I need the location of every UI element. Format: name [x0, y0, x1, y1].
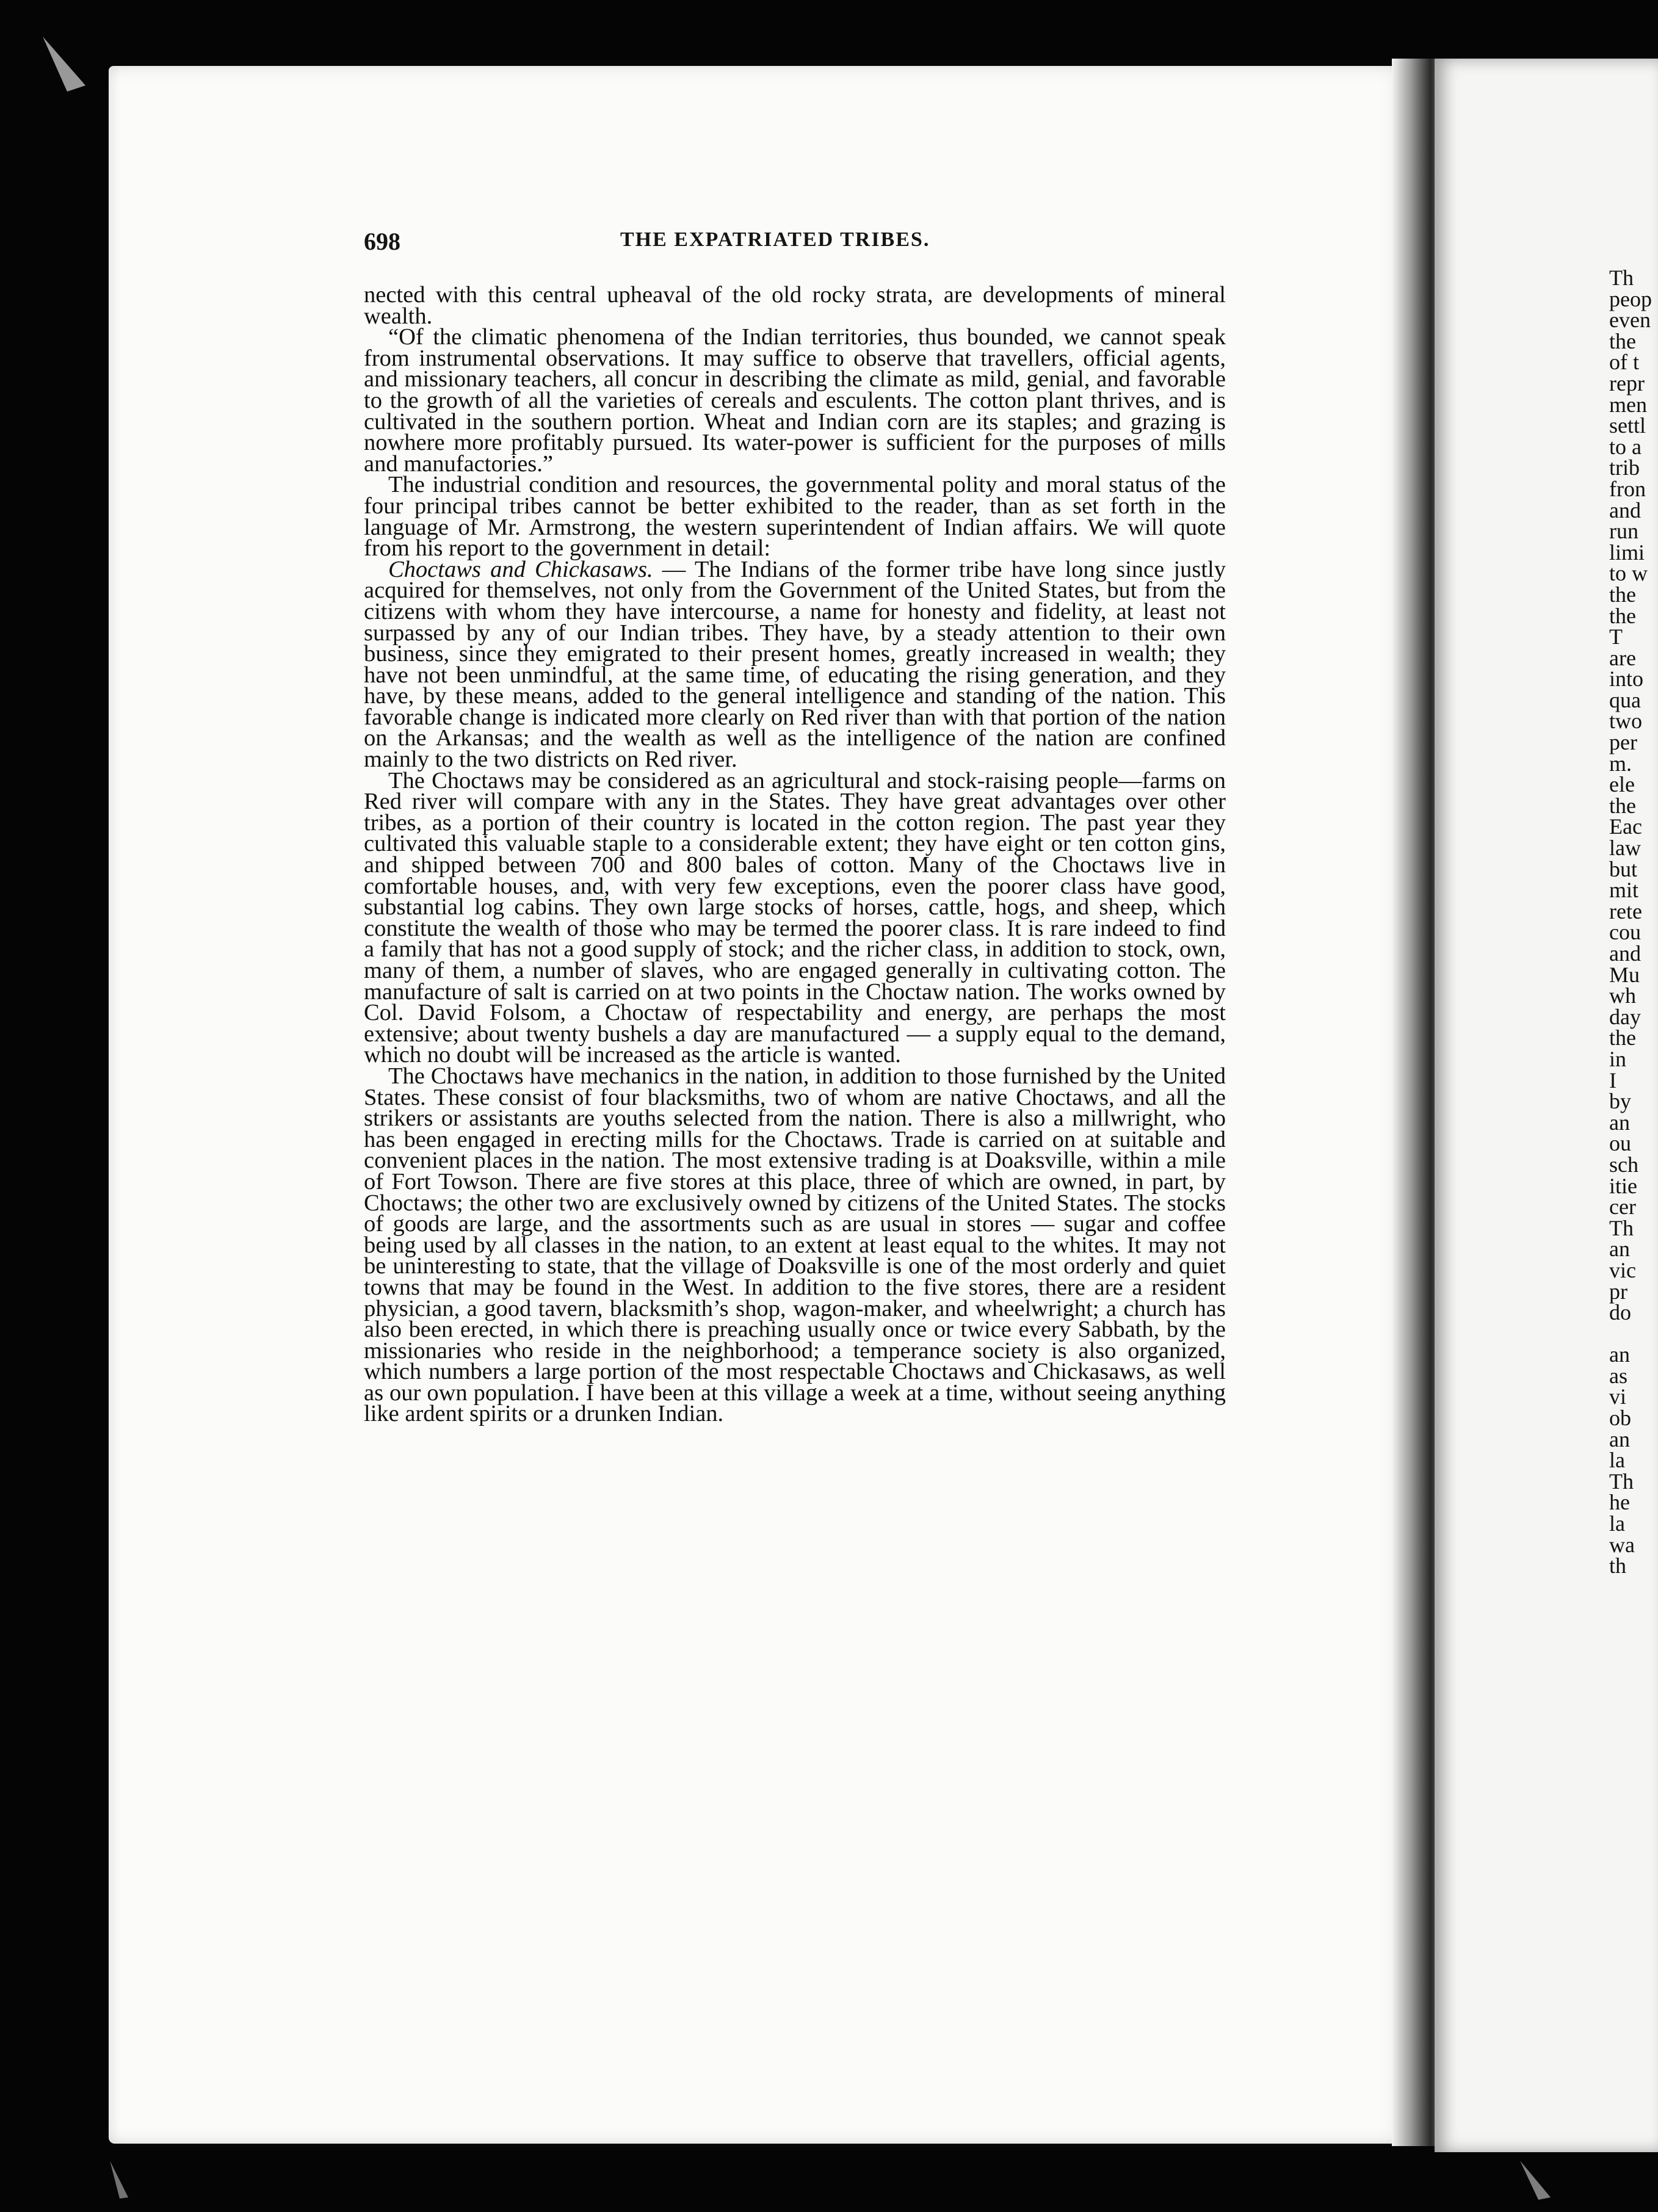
facing-line: limi — [1609, 540, 1645, 565]
facing-line: per — [1609, 730, 1637, 755]
facing-line: to w — [1609, 561, 1648, 586]
facing-line: of t — [1609, 350, 1639, 375]
facing-line: run — [1609, 519, 1638, 544]
page-number: 698 — [364, 228, 400, 255]
facing-line: Th — [1609, 1469, 1634, 1494]
facing-line: rete — [1609, 898, 1642, 923]
facing-line: th — [1609, 1553, 1627, 1577]
facing-line: he — [1609, 1490, 1630, 1515]
facing-line: an — [1609, 1110, 1630, 1135]
facing-line: the — [1609, 582, 1636, 607]
page-header — [364, 227, 1225, 259]
facing-line: law — [1609, 836, 1641, 861]
paragraph-6: The Choctaws have mechanics in the nation, in addition to those furnished by the United States. These consist of four blacksmiths, two of whom are native Choctaws, and all the strikers or assistants are youths selected from the nation. There is also a millwright, who has been engaged in erecting mills for the Choctaws. Trade is carried on at suitable and convenient places in the nation. The most extensive trading is at Doaksville, within a mile of Fort Towson. There are five stores at this place, three of which are owned, in part, by Choctaws; the other two are exclusively owned by citizens of the United States. The stocks of goods are large, and the assortments such as are usual in stores — sugar and coffee being used by all classes in the nation, to an extent at least equal to the whites. It may not be uninteresting to state, that the village of Doaksville is one of the most orderly and quiet towns that may be found in the West. In addition to the five stores, there are a resident physician, a good tavern, blacksmith’s shop, wagon-maker, and wheelwright; a church has also been erected, in which there is preaching usually once or twice every Sabbath, by the missionaries who reside in the neighborhood; a temperance society is also organized, which numbers a large portion of the most respectable Choctaws and Chickasaws, as well as our own population. I have been at this village a week at a time, without seeing anything like ardent spirits or a drunken Indian. — [364, 1063, 1226, 1427]
facing-line: la — [1609, 1448, 1625, 1473]
facing-line: vi — [1609, 1384, 1627, 1409]
body-text — [364, 284, 1226, 1425]
facing-line: the — [1609, 1025, 1636, 1050]
facing-line: wh — [1609, 983, 1636, 1008]
facing-line: mit — [1609, 878, 1639, 903]
facing-line: itie — [1609, 1173, 1637, 1198]
facing-line: repr — [1609, 370, 1645, 396]
facing-line: an — [1609, 1342, 1630, 1367]
paragraph-4-text: — The Indians of the former tribe have long since justly acquired for themselves, not only from the Government of the United States, but from the citizens with whom they have intercourse, a name for honesty and fidelity, at least not surpassed by any of our Indian tribes. They have, by a steady attention to their own business, since they emigrated to their present homes, greatly increased in wealth; they have not been unmindful, at the same time, of educating the rising generation, and they have, by these means, added to the general intelligence and standing of the nation. This favorable change is indicated more clearly on Red river than with that portion of the nation on the Arkansas; and the wealth as well as the intelligence of the nation are confined mainly to the two districts on Red river. — [364, 556, 1226, 773]
facing-line: vic — [1609, 1257, 1636, 1282]
facing-line: and — [1609, 941, 1641, 966]
facing-line: ou — [1609, 1131, 1631, 1156]
facing-line: an — [1609, 1237, 1630, 1262]
facing-line: la — [1609, 1511, 1625, 1536]
facing-line: I — [1609, 1068, 1616, 1093]
facing-line: qua — [1609, 687, 1641, 712]
facing-line: the — [1609, 793, 1636, 818]
paragraph-1: nected with this central upheaval of the old rocky strata, are developments of mineral wealth. — [364, 282, 1226, 329]
facing-line: ele — [1609, 772, 1635, 797]
facing-line: ob — [1609, 1406, 1631, 1431]
facing-line: peop — [1609, 286, 1652, 311]
facing-line: sch — [1609, 1152, 1638, 1177]
facing-line: to a — [1609, 434, 1642, 459]
facing-line: cer — [1609, 1195, 1636, 1220]
paragraph-4 — [364, 556, 1226, 773]
section-lead: Choctaws and Chickasaws. — [388, 556, 653, 582]
facing-line: the — [1609, 603, 1636, 628]
facing-line: in — [1609, 1046, 1627, 1071]
facing-page-text — [1609, 267, 1656, 1577]
facing-line: settl — [1609, 413, 1646, 438]
facing-line: wa — [1609, 1532, 1635, 1557]
facing-line: Th — [1609, 267, 1634, 290]
facing-line: and — [1609, 497, 1641, 522]
facing-line: by — [1609, 1089, 1631, 1114]
facing-line: men — [1609, 392, 1647, 417]
facing-line: are — [1609, 645, 1636, 670]
facing-line: day — [1609, 1004, 1641, 1029]
facing-line: T — [1609, 624, 1623, 649]
facing-line: trib — [1609, 455, 1640, 480]
paragraph-2: “Of the climatic phenomena of the Indian territories, thus bounded, we cannot speak from instrumental observations. It may suffice to observe that travellers, official agents, and missionary teachers, all concur in describing the climate as mild, genial, and favorable to the growth of all the varieties of cereals and esculents. The cotton plant thrives, and is cultivated in the southern portion. Wheat and Indian corn are its staples; and grazing is nowhere more profitably pursued. Its water-power is sufficient for the purposes of mills and manufactories.” — [364, 324, 1226, 477]
facing-line: as — [1609, 1363, 1627, 1388]
facing-line: two — [1609, 709, 1642, 734]
running-head: THE EXPATRIATED TRIBES. — [620, 228, 930, 251]
facing-line: Th — [1609, 1215, 1634, 1240]
facing-line: fron — [1609, 476, 1646, 501]
facing-line: the — [1609, 328, 1636, 353]
facing-line: even — [1609, 308, 1651, 333]
facing-line: m. — [1609, 751, 1632, 776]
facing-line: cou — [1609, 920, 1641, 945]
facing-line: into — [1609, 667, 1644, 692]
facing-line: but — [1609, 856, 1638, 881]
facing-line: Eac — [1609, 814, 1642, 839]
facing-line: Mu — [1609, 962, 1640, 987]
facing-line: pr — [1609, 1279, 1627, 1304]
facing-line: do — [1609, 1300, 1631, 1325]
facing-line: an — [1609, 1426, 1630, 1451]
facing-line — [1609, 1323, 1656, 1345]
paragraph-3: The industrial condition and resources, the governmental polity and moral status of the four principal tribes cannot be better exhibited to the reader, than as set forth in the language of Mr. Armstrong, the western superintendent of Indian affairs. We will quote from his report to the government in detail: — [364, 472, 1226, 562]
paragraph-5: The Choctaws may be considered as an agricultural and stock-raising people—farms on Red river will compare with any in the States. They have great advantages over other tribes, as a portion of their country is located in the cotton region. The past year they cultivated this valuable staple to a considerable extent; they have eight or ten cotton gins, and shipped between 700 and 800 bales of cotton. Many of the Choctaws live in comfortable houses, and, with very few exceptions, even the poorer class have good, substantial log cabins. They own large stocks of horses, cattle, hogs, and sheep, which constitute the wealth of those who may be termed the poorer class. It is rare indeed to find a family that has not a good supply of stock; and the richer class, in addition to stock, own, many of them, a number of slaves, who are engaged generally in cultivating cotton. The manufacture of salt is carried on at two points in the Choctaw nation. The works owned by Col. David Folsom, a Choctaw of respectability and energy, are perhaps the most extensive; about twenty bushels a day are manufactured — a supply equal to the demand, which no doubt will be increased as the article is wanted. — [364, 767, 1226, 1068]
